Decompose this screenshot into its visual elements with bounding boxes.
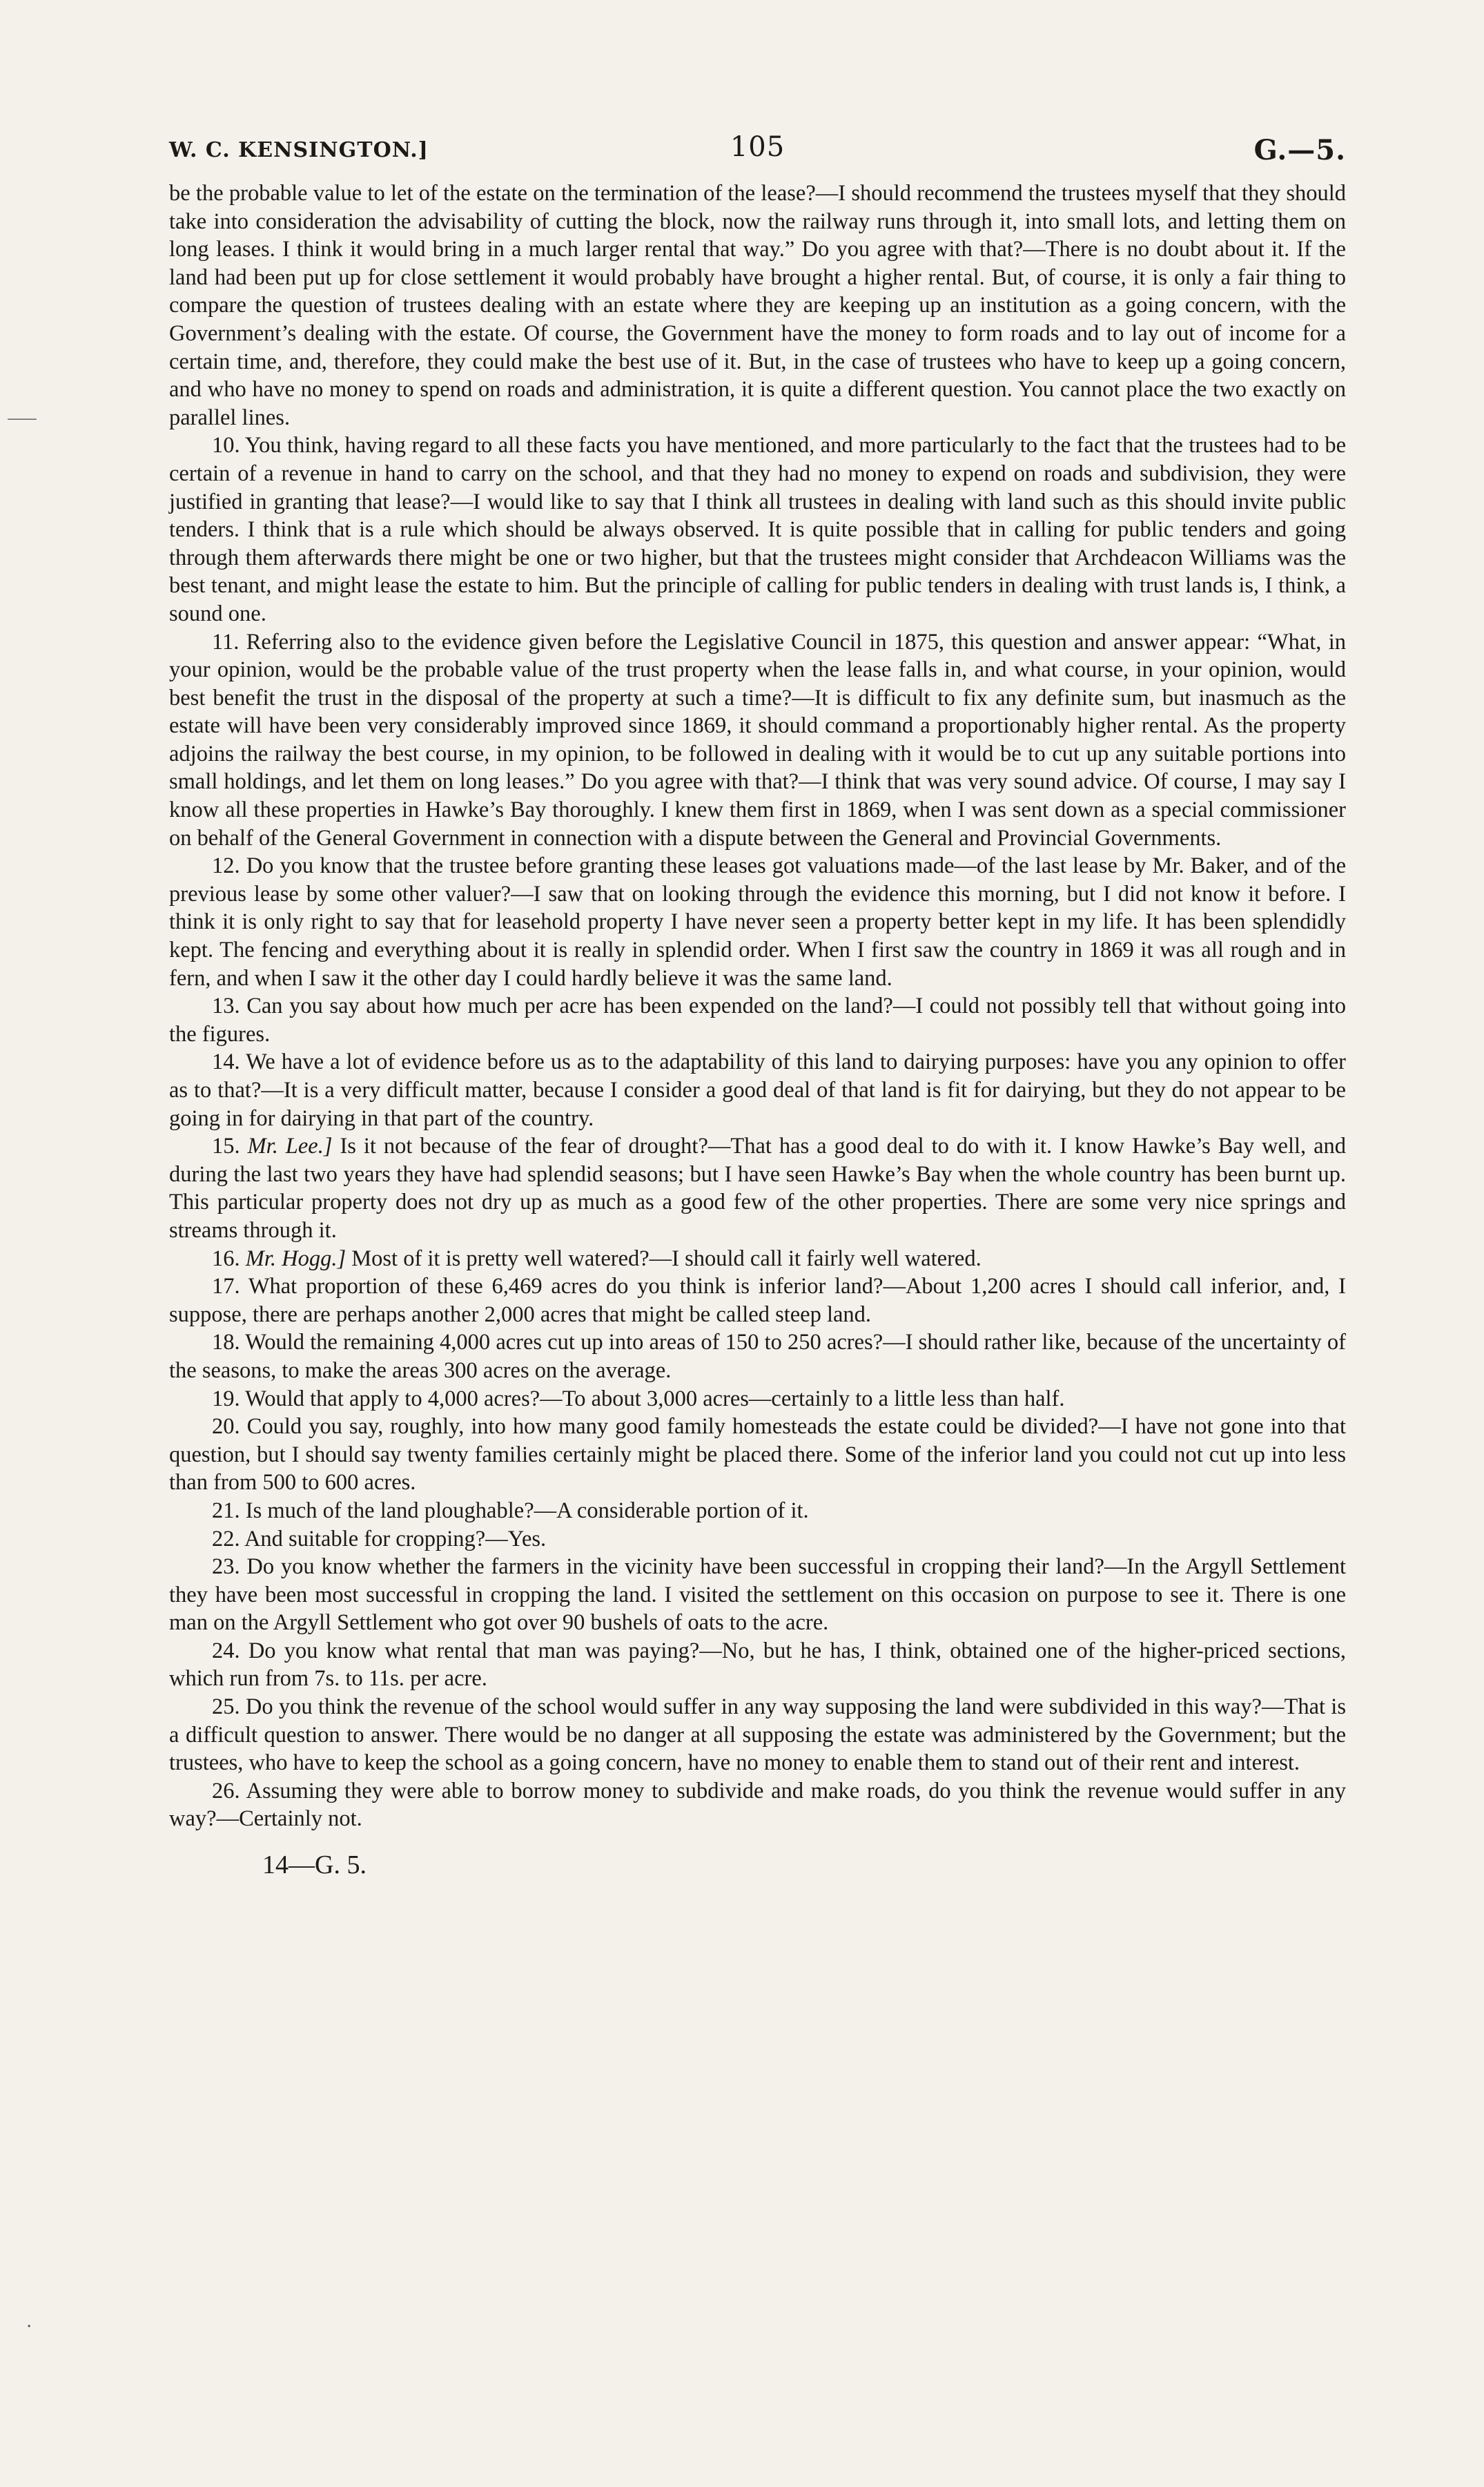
speaker-label: Mr. Lee.] xyxy=(247,1134,333,1159)
question-23: 23. Do you know whether the farmers in the vicinity have been successful in cropping their land?—In the Argyll Settlement they have been most successful in cropping the land. I visited the settlement on this occasion on purpose to see it. There is one man on the Argyll Settlement who got over 90 bushels of oats to the acre. xyxy=(169,1554,1346,1636)
page-header xyxy=(169,131,1346,180)
question-16 xyxy=(169,1245,1346,1273)
witness-name: W. C. KENSINGTON.] xyxy=(169,138,429,162)
signature-mark: 14—G. 5. xyxy=(262,1850,367,1880)
question-15 xyxy=(169,1132,1346,1244)
body-text xyxy=(169,180,1346,1833)
page-number: 105 xyxy=(730,131,785,163)
margin-dash-mark: ⸺ xyxy=(7,408,37,429)
paragraph-continuation: be the probable value to let of the estate on the termination of the lease?—I should recommend the trustees myself that they should take into consideration the advisability of cutting the block, now the railway runs through it, into small lots, and letting them on long leases. I think it would bring in a much larger rental that way.” Do you agree with that?—There is no doubt about it. If the land had been put up for close settlement it would probably have brought a higher rental. But, of course, it is only a fair thing to compare the question of trustees dealing with an estate where they are keeping up an institution as a going concern, with the Government’s dealing with the estate. Of course, the Government have the money to form roads and to lay out of income for a certain time, and, therefore, they could make the best use of it. But, in the case of trustees who have to keep up a going concern, and who have no money to spend on roads and administration, it is quite a different question. You cannot place the two exactly on parallel lines. xyxy=(169,181,1346,430)
question-18: 18. Would the remaining 4,000 acres cut up into areas of 150 to 250 acres?—I should rather like, because of the uncertainty of the seasons, to make the areas 300 acres on the average. xyxy=(169,1330,1346,1383)
question-number: 16. xyxy=(212,1246,240,1271)
question-14: 14. We have a lot of evidence before us as to the adaptability of this land to dairying purposes: have you any opinion to offer as to that?—It is a very difficult matter, because I consider a good deal of that land is fit for dairying, but they do not appear to be going in for dairying in that part of the country. xyxy=(169,1049,1346,1131)
question-26: 26. Assuming they were able to borrow money to subdivide and make roads, do you think the revenue would suffer in any way?—Certainly not. xyxy=(169,1778,1346,1832)
speaker-label: Mr. Hogg.] xyxy=(245,1246,346,1271)
question-21: 21. Is much of the land ploughable?—A considerable portion of it. xyxy=(212,1498,809,1523)
question-19: 19. Would that apply to 4,000 acres?—To about 3,000 acres—certainly to a little less than half. xyxy=(212,1386,1065,1411)
document-code: G.—5. xyxy=(1253,134,1346,166)
question-13: 13. Can you say about how much per acre has been expended on the land?—I could not possibly tell that without going into the figures. xyxy=(169,994,1346,1047)
question-20: 20. Could you say, roughly, into how many good family homesteads the estate could be divided?—I have not gone into that question, but I should say twenty families certainly might be placed there. Some of the inferior land you could not cut up into less than from 500 to 600 acres. xyxy=(169,1414,1346,1496)
question-11: 11. Referring also to the evidence given before the Legislative Council in 1875, this question and answer appear: “What, in your opinion, would be the probable value of the trust property when the lease falls in, and what course, in your opinion, would best benefit the trust in the disposal of the property at such a time?—It is difficult to fix any definite sum, but inasmuch as the estate will have been very considerably improved since 1869, it should command a proportionably higher rental. As the property adjoins the railway the best course, in my opinion, to be followed in dealing with it would be to cut up any suitable portions into small holdings, and let them on long leases.” Do you agree with that?—I think that was very sound advice. Of course, I may say I know all these properties in Hawke’s Bay thoroughly. I knew them first in 1869, when I was sent down as a special commissioner on behalf of the General Government in connection with a dispute between the General and Provincial Governments. xyxy=(169,629,1346,851)
question-22: 22. And suitable for cropping?—Yes. xyxy=(212,1526,547,1551)
margin-dot-mark: · xyxy=(26,2316,32,2337)
question-text: Most of it is pretty well watered?—I should call it fairly well watered. xyxy=(346,1246,982,1271)
question-17: 17. What proportion of these 6,469 acres do you think is inferior land?—About 1,200 acres I should call inferior, and, I suppose, there are perhaps another 2,000 acres that might be called steep land. xyxy=(169,1274,1346,1327)
question-number: 15. xyxy=(212,1134,240,1159)
question-10: 10. You think, having regard to all these facts you have mentioned, and more particularly to the fact that the trustees had to be certain of a revenue in hand to carry on the school, and that they had no money to expend on roads and subdivision, they were justified in granting that lease?—I would like to say that I think all trustees in dealing with land such as this should invite public tenders. I think that is a rule which should be always observed. It is quite possible that in calling for public tenders and going through them afterwards there might be one or two higher, but that the trustees might consider that Archdeacon Williams was the best tenant, and might lease the estate to him. But the principle of calling for public tenders in dealing with trust lands is, I think, a sound one. xyxy=(169,433,1346,626)
question-text: Is it not because of the fear of drought?—That has a good deal to do with it. I know Hawke’s Bay well, and during the last two years they have had splendid seasons; but I have seen Hawke’s Bay when the whole country has been burnt up. This particular property does not dry up as much as a good few of the other properties. There are some very nice springs and streams through it. xyxy=(169,1134,1347,1243)
question-24: 24. Do you know what rental that man was paying?—No, but he has, I think, obtained one of the higher-priced sections, which run from 7s. to 11s. per acre. xyxy=(169,1638,1346,1692)
question-12: 12. Do you know that the trustee before granting these leases got valuations made—of the last lease by Mr. Baker, and of the previous lease by some other valuer?—I saw that on looking through the evidence this morning, but I did not know it before. I think it is only right to say that for leasehold property I have never seen a property better kept in my life. It has been splendidly kept. The fencing and everything about it is really in splendid order. When I first saw the country in 1869 it was all rough and in fern, and when I saw it the other day I could hardly believe it was the same land. xyxy=(169,853,1346,991)
question-25: 25. Do you think the revenue of the school would suffer in any way supposing the land were subdivided in this way?—That is a difficult question to answer. There would be no danger at all supposing the estate was administered by the Government; but the trustees, who have to keep the school as a going concern, have no money to enable them to stand out of their rent and interest. xyxy=(169,1694,1346,1776)
